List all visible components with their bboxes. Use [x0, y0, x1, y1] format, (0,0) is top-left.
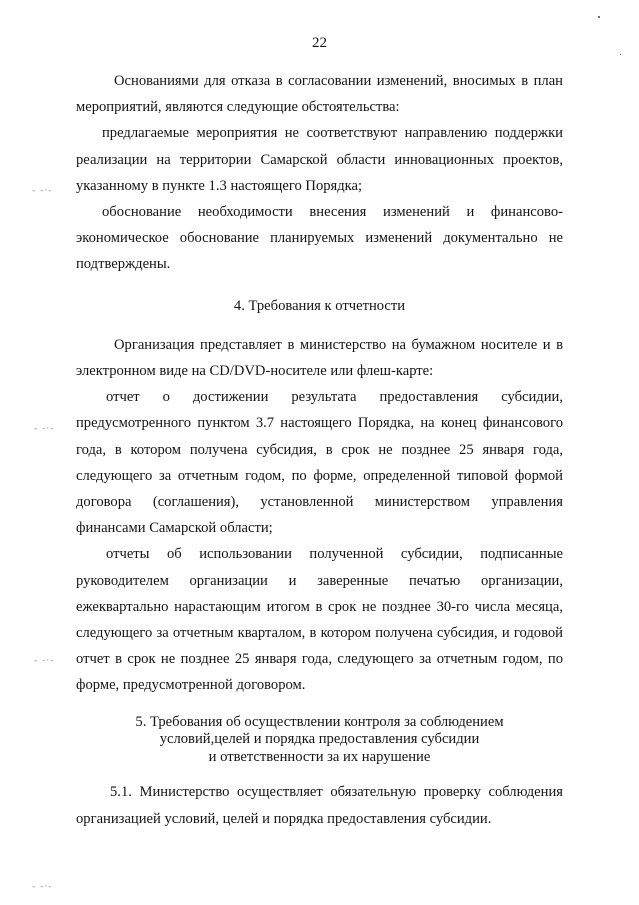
paragraph-refusal-grounds: Основаниями для отказа в согласовании изменений, вносимых в план мероприятий, являются следующие обстоятельства:	[76, 73, 563, 116]
paragraph-refusal-reason-2: обоснование необходимости внесения изменений и финансово-экономическое обоснование планируемых изменений документально не подтверждены.	[76, 204, 563, 273]
paragraph-report-usage: отчеты об использовании полученной субсидии, подписанные руководителем организации и заверенные печатью организации, ежеквартально нарастающим итогом в срок не позднее 30-го числа месяца, следующего за отчетным кварталом, в котором получена субсидия, и годовой отчет в срок не позднее 25 января года, следующего за отчетным годом, по форме, предусмотренной договором.	[76, 546, 563, 694]
section-5-heading	[76, 714, 563, 767]
section-4-heading: 4. Требования к отчетности	[233, 297, 406, 314]
section-5-heading-line: и ответственности за их нарушение	[208, 748, 431, 765]
scan-dot	[620, 54, 621, 55]
scan-speck: ‐ ‐·‐	[34, 656, 55, 666]
section-5-heading-line: условий,целей и порядка предоставления субсидии	[159, 731, 480, 748]
section-5-heading-line: 5. Требования об осуществлении контроля за соблюдением	[135, 713, 504, 730]
scan-speck: ‐ ‐·‐	[34, 424, 55, 434]
scan-speck: ‐ ‐·‐	[32, 882, 53, 892]
paragraph-report-result: отчет о достижении результата предоставления субсидии, предусмотренного пунктом 3.7 настоящего Порядка, на конец финансового года, в котором получена субсидия, в срок не позднее 25 января года, следующего за отчетным годом, по форме, определенной типовой формой договора (соглашения), установленной министерством управления финансами Самарской области;	[76, 389, 563, 537]
scan-dot	[598, 16, 600, 18]
scan-speck: ‐ ‐·‐	[32, 186, 53, 196]
paragraph-reporting-intro: Организация представляет в министерство на бумажном носителе и в электронном виде на CD/DVD-носителе или флеш-карте:	[76, 336, 563, 380]
page-number: 22	[312, 35, 327, 51]
paragraph-5-1: 5.1. Министерство осуществляет обязательную проверку соблюдения организацией условий, целей и порядка предоставления субсидии.	[76, 784, 563, 827]
paragraph-refusal-reason-1: предлагаемые мероприятия не соответствуют направлению поддержки реализации на территории Самарской области инновационных проектов, указанному в пункте 1.3 настоящего Порядка;	[76, 125, 563, 194]
document-body	[76, 68, 563, 832]
